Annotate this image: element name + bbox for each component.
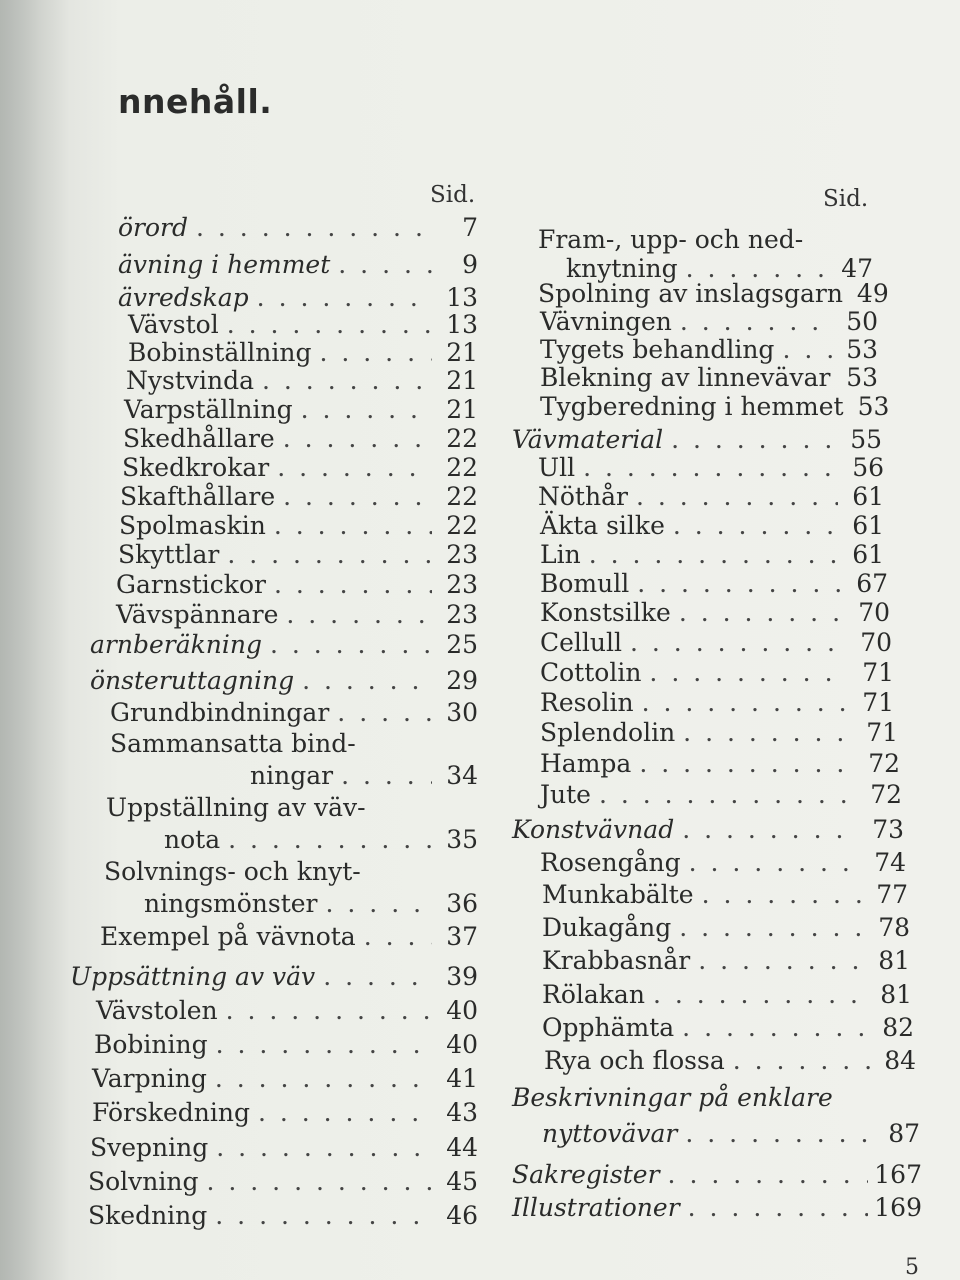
left-entry-22-page: 39 [446,962,478,991]
left-entry-24-page: 40 [446,1030,478,1059]
right-entry-6 [540,392,890,422]
right-entry-19-page: 72 [870,780,902,809]
left-entry-5-title: Bobinställning [128,338,312,367]
left-entry-10-page: 22 [446,482,478,511]
right-entry-5 [540,363,878,393]
dot-leader [698,946,864,976]
dot-leader [323,962,432,992]
right-entry-4 [540,335,878,365]
left-entry-1 [118,213,478,243]
right-entry-4-page: 53 [846,335,878,364]
left-entry-15-page: 25 [446,630,478,659]
left-entry-26-page: 43 [446,1098,478,1127]
left-entry-17-page: 30 [446,698,478,727]
right-entry-23-page: 78 [878,913,910,942]
page-gutter-shadow [0,0,70,1280]
dot-leader [685,1119,874,1149]
left-entry-4-title: Vävstol [128,310,219,339]
left-entry-28 [88,1167,478,1197]
right-entry-5-page: 53 [846,363,878,392]
right-entry-7-page: 55 [850,425,882,454]
left-entry-24 [94,1030,478,1060]
right-entry-10-title: Äkta silke [540,511,665,540]
dot-leader [338,250,432,280]
dot-leader [589,540,838,570]
right-entry-12-title: Bomull [540,569,630,598]
left-entry-16-page: 29 [446,666,478,695]
left-entry-3-title: ävredskap [118,283,249,312]
right-entry-16 [540,688,894,718]
left-entry-6-title: Nystvinda [126,366,255,395]
left-entry-8 [123,424,478,454]
dot-leader [702,880,862,910]
right-entry-15-page: 71 [862,658,894,687]
left-entry-2-title: ävning i hemmet [118,250,331,279]
left-entry-14 [116,600,478,630]
left-entry-14-page: 23 [446,600,478,629]
dot-leader [599,780,856,810]
left-entry-18-title: Sammansatta bind- [110,729,356,758]
left-entry-11 [119,511,478,541]
left-entry-9-page: 22 [446,453,478,482]
left-entry-7 [124,395,478,425]
left-entry-27-page: 44 [446,1133,478,1162]
left-entry-23-title: Vävstolen [96,996,218,1025]
dot-leader [682,815,858,845]
right-entry-18-title: Hampa [540,749,632,778]
dot-leader [257,283,432,313]
right-entry-9-page: 61 [852,482,884,511]
right-entry-30-page: 169 [874,1193,922,1222]
left-entry-18-continuation: ningar [250,761,334,790]
dot-leader [286,600,432,630]
right-entry-14-page: 70 [860,628,892,657]
right-entry-3 [540,307,878,337]
dot-leader [673,511,838,541]
dot-leader [216,1030,432,1060]
left-entry-6 [126,366,478,396]
right-entry-3-page: 50 [846,307,878,336]
right-entry-30 [512,1193,922,1223]
left-entry-16-title: önsteruttagning [90,666,295,695]
right-entry-20-page: 73 [872,815,904,844]
right-entry-17-title: Splendolin [540,718,676,747]
left-entry-12-page: 23 [446,540,478,569]
dot-leader [341,761,432,791]
right-entry-6-page: 53 [857,392,890,421]
dot-leader [228,825,432,855]
dot-leader [326,889,432,919]
dot-leader [277,453,432,483]
right-entry-2-page: 49 [856,279,889,308]
dot-leader [226,996,432,1026]
dot-leader [258,1098,432,1128]
left-entry-19-title: Uppställning av väv- [106,793,366,822]
right-entry-14-title: Cellull [540,628,623,657]
dot-leader [207,1167,433,1197]
right-sid-label: Sid. [823,186,869,212]
right-entry-1-page: 47 [841,254,873,283]
dot-leader [364,922,432,952]
right-entry-24-page: 81 [878,946,910,975]
right-entry-22 [542,880,908,910]
left-entry-19-continuation: nota [164,825,221,854]
right-entry-8-page: 56 [852,453,884,482]
right-entry-15 [540,658,894,688]
left-entry-25-page: 41 [446,1064,478,1093]
left-entry-4-page: 13 [446,310,478,339]
left-entry-23 [96,996,478,1026]
dot-leader [215,1201,432,1231]
right-entry-23-title: Dukagång [542,913,672,942]
right-entry-9-title: Nöthår [538,482,628,511]
dot-leader [227,310,432,340]
left-entry-12 [118,540,478,570]
left-entry-1-title: örord [118,213,189,242]
left-entry-4 [128,310,478,340]
dot-leader [653,980,866,1010]
right-entry-26 [542,1013,914,1043]
right-entry-8 [538,453,884,483]
right-entry-10 [540,511,884,541]
left-entry-2 [118,250,478,280]
right-entry-5-title: Blekning av linnevävar [540,363,831,392]
right-entry-25 [542,980,912,1010]
right-entry-11-page: 61 [852,540,884,569]
left-entry-21-page: 37 [446,922,478,951]
left-entry-26 [92,1098,478,1128]
right-entry-3-title: Vävningen [540,307,672,336]
dot-leader [637,569,842,599]
dot-leader [679,598,844,628]
right-entry-12 [540,569,888,599]
right-entry-28-title: Beskrivningar på enklare [512,1083,833,1112]
right-entry-1-title: Fram-, upp- och ned- [538,225,804,254]
right-entry-27-title: Rya och flossa [544,1046,725,1075]
right-entry-9 [538,482,884,512]
right-entry-29 [512,1160,922,1190]
right-entry-16-page: 71 [862,688,894,717]
left-entry-20-continuation: ningsmönster [144,889,318,918]
dot-leader [262,366,432,396]
dot-leader [649,658,848,688]
right-entry-21 [540,848,906,878]
left-entry-29-title: Skedning [88,1201,208,1230]
dot-leader [679,913,864,943]
dot-leader [216,1133,432,1163]
left-entry-6-page: 21 [446,366,478,395]
right-entry-11 [540,540,884,570]
left-entry-9-title: Skedkrokar [122,453,270,482]
right-entry-21-title: Rosengång [540,848,681,877]
right-entry-22-title: Munkabälte [542,880,694,909]
page-heading: nnehåll. [118,82,273,121]
left-entry-9 [122,453,478,483]
right-entry-2-title: Spolning av inslagsgarn [538,279,843,308]
left-entry-7-page: 21 [446,395,478,424]
dot-leader [337,698,432,728]
right-entry-28-continuation: nyttovävar [542,1119,678,1148]
right-entry-7 [512,425,882,455]
left-entry-10 [120,482,478,512]
right-entry-13-title: Konstsilke [540,598,671,627]
dot-leader [782,335,832,365]
right-entry-11-title: Lin [540,540,581,569]
dot-leader [671,425,836,455]
dot-leader [270,630,432,660]
right-entry-4-title: Tygets behandling [540,335,775,364]
left-entry-13-page: 23 [446,570,478,599]
right-entry-27 [544,1046,916,1076]
dot-leader [274,511,432,541]
left-entry-12-title: Skyttlar [118,540,220,569]
dot-leader [215,1064,432,1094]
left-entry-29 [88,1201,478,1231]
left-entry-18 [250,761,478,791]
dot-leader [283,482,432,512]
right-entry-27-page: 84 [884,1046,916,1075]
left-entry-8-title: Skedhållare [123,424,275,453]
left-entry-8-page: 22 [446,424,478,453]
right-entry-2 [538,279,889,309]
right-entry-28 [542,1119,920,1149]
right-entry-20-title: Konstvävnad [512,815,675,844]
left-entry-22 [70,962,478,992]
right-entry-18-page: 72 [868,749,900,778]
left-entry-10-title: Skafthållare [120,482,276,511]
right-entry-13 [540,598,890,628]
left-entry-25 [92,1064,478,1094]
right-entry-23 [542,913,910,943]
dot-leader [227,540,432,570]
dot-leader [630,628,846,658]
left-entry-21-title: Exempel på vävnota [100,922,356,951]
left-entry-20-page: 36 [446,889,478,918]
right-entry-17-page: 71 [866,718,898,747]
right-entry-22-page: 77 [876,880,908,909]
left-entry-25-title: Varpning [92,1064,207,1093]
left-entry-17 [110,698,478,728]
left-entry-3-page: 13 [446,283,478,312]
right-entry-7-title: Vävmaterial [512,425,664,454]
left-entry-22-title: Uppsättning av väv [70,962,316,991]
right-entry-19 [540,780,902,810]
dot-leader [639,749,854,779]
left-entry-5 [128,338,478,368]
left-entry-19-page: 35 [446,825,478,854]
dot-leader [642,688,848,718]
left-entry-27-title: Svepning [90,1133,209,1162]
left-entry-15 [90,630,478,660]
left-entry-26-title: Förskedning [92,1098,250,1127]
right-entry-13-page: 70 [858,598,890,627]
right-entry-20 [512,815,904,845]
left-entry-2-page: 9 [462,250,478,279]
right-entry-26-title: Opphämta [542,1013,675,1042]
right-entry-10-page: 61 [852,511,884,540]
right-entry-17 [540,718,898,748]
dot-leader [583,453,838,483]
left-entry-15-title: arnberäkning [90,630,262,659]
dot-leader [636,482,838,512]
right-entry-29-title: Sakregister [512,1160,660,1189]
left-sid-label: Sid. [430,182,476,208]
left-entry-27 [90,1133,478,1163]
dot-leader [196,213,432,243]
dot-leader [689,848,860,878]
right-entry-29-page: 167 [874,1160,922,1189]
left-entry-14-title: Vävspännare [116,600,279,629]
right-entry-12-page: 67 [856,569,888,598]
dot-leader [283,424,432,454]
right-entry-15-title: Cottolin [540,658,642,687]
right-entry-21-page: 74 [874,848,906,877]
left-entry-28-title: Solvning [88,1167,199,1196]
left-entry-21 [100,922,478,952]
left-entry-24-title: Bobining [94,1030,208,1059]
dot-leader [320,338,433,368]
right-entry-26-page: 82 [882,1013,914,1042]
right-entry-6-title: Tygberedning i hemmet [540,392,844,421]
right-entry-24 [542,946,910,976]
left-entry-18-page: 34 [446,761,478,790]
left-entry-3 [118,283,478,313]
left-entry-17-title: Grundbindningar [110,698,330,727]
dot-leader [301,395,432,425]
right-entry-16-title: Resolin [540,688,634,717]
left-entry-11-title: Spolmaskin [119,511,266,540]
dot-leader [668,1160,868,1190]
left-entry-20 [144,889,478,919]
left-entry-16 [90,666,478,696]
dot-leader [682,1013,868,1043]
dot-leader [274,570,432,600]
right-entry-28-page: 87 [888,1119,920,1148]
left-entry-29-page: 46 [446,1201,478,1230]
left-entry-20-title: Solvnings- och knyt- [104,857,361,886]
dot-leader [733,1046,870,1076]
right-entry-14 [540,628,892,658]
right-entry-30-title: Illustrationer [512,1193,680,1222]
right-entry-8-title: Ull [538,453,576,482]
left-entry-13 [116,570,478,600]
left-entry-5-page: 21 [446,338,478,367]
left-entry-23-page: 40 [446,996,478,1025]
left-entry-19 [164,825,478,855]
dot-leader [683,718,852,748]
dot-leader [302,666,432,696]
page-number: 5 [905,1255,919,1280]
right-entry-25-page: 81 [880,980,912,1009]
left-entry-7-title: Varpställning [124,395,293,424]
right-entry-24-title: Krabbasnår [542,946,691,975]
left-entry-1-page: 7 [462,213,478,242]
right-entry-19-title: Jute [540,780,591,809]
left-entry-11-page: 22 [446,511,478,540]
left-entry-13-title: Garnstickor [116,570,266,599]
dot-leader [680,307,832,337]
right-entry-18 [540,749,900,779]
right-entry-1-continuation: knytning [566,254,678,283]
left-entry-28-page: 45 [446,1167,478,1196]
dot-leader [688,1193,868,1223]
right-entry-25-title: Rölakan [542,980,645,1009]
